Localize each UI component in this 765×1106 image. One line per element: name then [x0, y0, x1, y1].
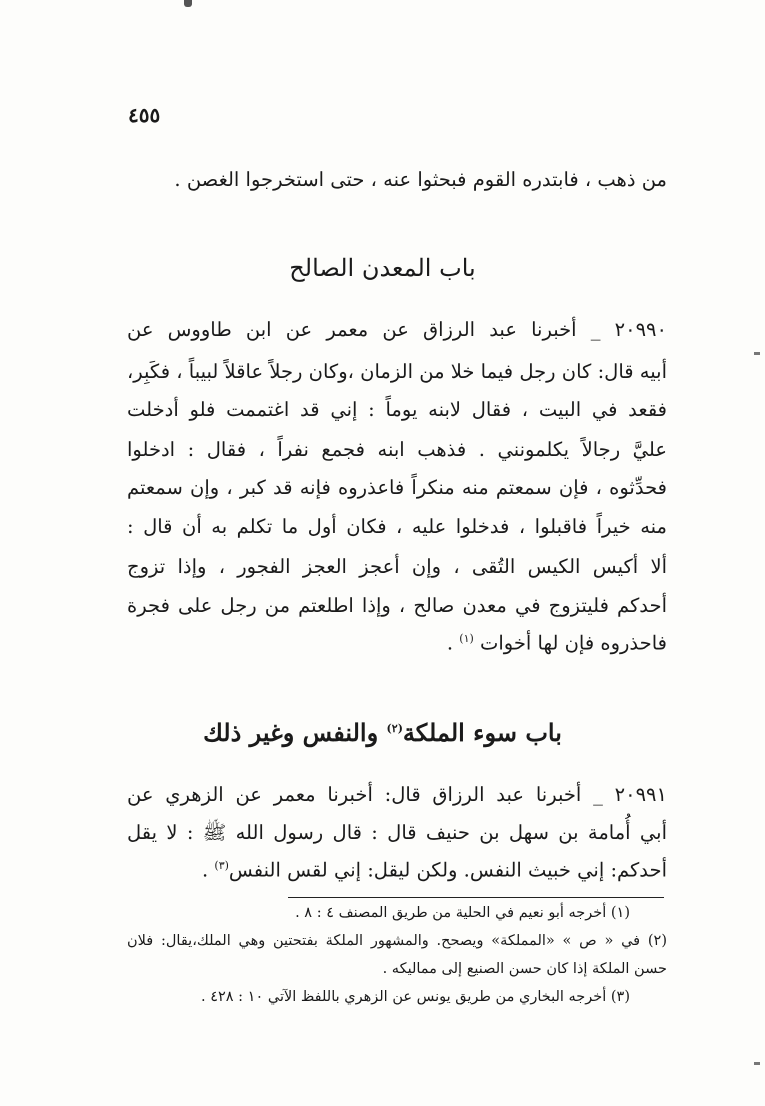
text-line: منه خيراً فاقبلوا ، فدخلوا عليه ، فكان أول ما تكلم به أن قال :	[127, 515, 667, 538]
margin-mark	[754, 352, 760, 355]
section-heading: باب المعدن الصالح	[289, 254, 476, 282]
text-line: فحدِّثوه ، فإن سمعتم منه منكراً فاعذروه فإنه قد كبر ، وإن سمعتم	[127, 476, 667, 499]
text-line: ألا أكيس الكيس التُقى ، وإن أعجز العجز الفجور ، وإذا تزوج	[127, 555, 667, 578]
footnote: (٢) في « ص » «المملكة» ويصحح. والمشهور الملكة بفتحتين وهي الملك،يقال: فلان	[127, 933, 667, 949]
line-text: فاحذروه فإن لها أخوات	[480, 631, 667, 655]
text-line: فقعد في البيت ، فقال لابنه يوماً : إني قد اغتممت فلو أدخلت	[127, 398, 667, 421]
footnote-ref: (٢)	[386, 722, 403, 735]
text-line: أبي أُمامة بن سهل بن حنيف قال : قال رسول الله ﷺ : لا يقل	[127, 821, 667, 844]
scan-mark	[184, 0, 192, 7]
section-heading	[0, 718, 765, 747]
footnote-ref: (١)	[459, 632, 474, 645]
text-line: أبيه قال: كان رجل فيما خلا من الزمان ،وكان رجلاً عاقلاً لبيباً ، فكَبِر،	[127, 360, 667, 383]
text-line: أحدكم فليتزوج في معدن صالح ، وإذا اطلعتم من رجل على فجرة	[127, 594, 667, 617]
footnote: حسن الملكة إذا كان حسن الصنيع إلى مماليكه .	[382, 961, 667, 977]
footnote: (١) أخرجه أبو نعيم في الحلية من طريق المصنف ٤ : ٨ .	[295, 905, 630, 921]
text-line	[127, 860, 667, 880]
text-line: من ذهب ، فابتدره القوم فبحثوا عنه ، حتى استخرجوا الغصن .	[174, 168, 667, 191]
line-text: أحدكم: إني خبيث النفس. ولكن ليقل: إني لقس النفس	[228, 858, 667, 882]
heading-part: والنفس وغير ذلك	[203, 718, 387, 747]
footnote: (٣) أخرجه البخاري من طريق يونس عن الزهري باللفظ الآتي ١٠ : ٤٢٨ .	[200, 989, 630, 1005]
line-suffix: .	[201, 858, 215, 882]
text-line: ٢٠٩٩٠ _ أخبرنا عبد الرزاق عن معمر عن ابن طاووس عن	[127, 318, 667, 341]
margin-mark	[754, 1062, 760, 1065]
text-line: عليَّ رجالاً يكلمونني . فذهب ابنه فجمع نفراً ، فقال : ادخلوا	[127, 438, 667, 461]
line-suffix: .	[446, 631, 460, 655]
heading-part: باب سوء الملكة	[402, 718, 562, 747]
text-line: ٢٠٩٩١ _ أخبرنا عبد الرزاق قال: أخبرنا معمر عن الزهري عن	[127, 783, 667, 806]
footnote-ref: (٣)	[214, 859, 229, 872]
footnote-divider	[288, 897, 664, 898]
text-line	[127, 633, 667, 653]
page-number: ٤٥٥	[128, 103, 161, 127]
